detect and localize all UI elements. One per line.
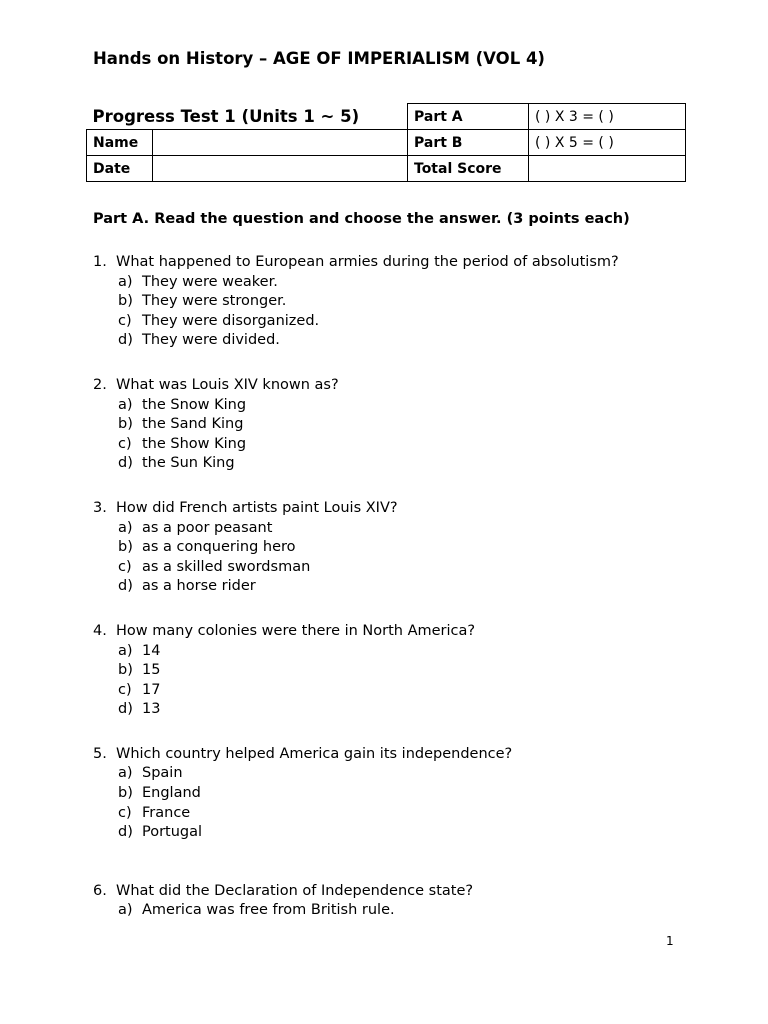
option-2c[interactable]	[93, 435, 713, 455]
date-label: Date	[87, 156, 153, 182]
question-text: What happened to European armies during the period of absolutism?	[116, 254, 619, 270]
option-text: They were weaker.	[142, 273, 278, 290]
option-letter: a)	[118, 642, 133, 659]
option-text: the Sand King	[142, 416, 244, 433]
option-letter: c)	[118, 435, 132, 452]
total-score-label: Total Score	[408, 156, 529, 182]
part-b-score-field[interactable]: ( ) X 5 = ( )	[529, 130, 686, 156]
option-letter: d)	[118, 455, 133, 472]
option-1c[interactable]	[93, 312, 713, 332]
option-letter: a)	[118, 273, 133, 290]
question-stem	[93, 499, 713, 519]
option-letter: a)	[118, 519, 133, 536]
option-letter: c)	[118, 312, 132, 329]
option-4c[interactable]	[93, 681, 713, 701]
option-letter: c)	[118, 804, 132, 821]
test-title: Progress Test 1 (Units 1 ~ 5)	[87, 104, 408, 130]
question-stem	[93, 376, 713, 396]
option-text: France	[142, 804, 191, 821]
option-text: 15	[142, 662, 161, 679]
option-text: 13	[142, 701, 161, 718]
option-text: England	[142, 785, 201, 802]
score-table	[86, 103, 686, 182]
option-letter: d)	[118, 332, 133, 349]
option-1b[interactable]	[93, 292, 713, 312]
part-a-heading: Part A. Read the question and choose the answer. (3 points each)	[93, 211, 630, 227]
question-number: 6.	[93, 882, 107, 899]
question-4	[93, 622, 713, 720]
option-letter: d)	[118, 824, 133, 841]
question-text: What did the Declaration of Independence state?	[116, 882, 474, 899]
option-letter: c)	[118, 558, 132, 575]
option-letter: a)	[118, 765, 133, 782]
option-1a[interactable]	[93, 273, 713, 293]
question-list	[93, 253, 713, 946]
question-stem	[93, 745, 713, 765]
part-a-score-field[interactable]: ( ) X 3 = ( )	[529, 104, 686, 130]
option-3c[interactable]	[93, 558, 713, 578]
option-5b[interactable]	[93, 784, 713, 804]
option-letter: b)	[118, 293, 133, 310]
option-text: They were divided.	[142, 332, 280, 349]
question-5	[93, 745, 713, 843]
option-3a[interactable]	[93, 519, 713, 539]
option-letter: b)	[118, 539, 133, 556]
name-field[interactable]	[153, 130, 408, 156]
option-3b[interactable]	[93, 538, 713, 558]
question-text: How did French artists paint Louis XIV?	[116, 499, 398, 516]
option-text: the Snow King	[142, 396, 247, 413]
option-letter: d)	[118, 578, 133, 595]
option-2a[interactable]	[93, 396, 713, 416]
part-a-label: Part A	[408, 104, 529, 130]
option-text: They were disorganized.	[142, 312, 320, 329]
question-2	[93, 376, 713, 474]
option-5d[interactable]	[93, 823, 713, 843]
question-number: 1.	[93, 254, 107, 270]
option-text: 17	[142, 681, 161, 698]
option-letter: b)	[118, 662, 133, 679]
total-score-field[interactable]	[529, 156, 686, 182]
question-text: What was Louis XIV known as?	[116, 376, 339, 393]
question-stem	[93, 253, 713, 273]
question-text: Which country helped America gain its independence?	[116, 745, 513, 762]
option-1d[interactable]	[93, 331, 713, 351]
option-text: America was free from British rule.	[142, 902, 395, 919]
score-row-part-a	[87, 104, 686, 130]
option-letter: c)	[118, 681, 132, 698]
option-text: as a horse rider	[142, 578, 256, 595]
question-3	[93, 499, 713, 597]
option-letter: b)	[118, 416, 133, 433]
part-b-label: Part B	[408, 130, 529, 156]
option-text: Portugal	[142, 824, 203, 841]
score-row-date	[87, 156, 686, 182]
option-5c[interactable]	[93, 804, 713, 824]
option-4b[interactable]	[93, 661, 713, 681]
option-6a[interactable]	[93, 901, 713, 921]
option-letter: a)	[118, 902, 133, 919]
question-number: 5.	[93, 745, 107, 762]
score-row-name	[87, 130, 686, 156]
option-3d[interactable]	[93, 577, 713, 597]
page-number: 1	[666, 934, 674, 948]
question-number: 2.	[93, 376, 107, 393]
document-title: Hands on History – AGE OF IMPERIALISM (VOL 4)	[93, 49, 545, 68]
option-letter: a)	[118, 396, 133, 413]
question-number: 4.	[93, 622, 107, 639]
option-2d[interactable]	[93, 454, 713, 474]
question-text: How many colonies were there in North America?	[116, 622, 476, 639]
option-2b[interactable]	[93, 415, 713, 435]
option-letter: b)	[118, 785, 133, 802]
option-text: as a poor peasant	[142, 519, 273, 536]
question-number: 3.	[93, 499, 107, 516]
question-stem	[93, 622, 713, 642]
option-text: Spain	[142, 765, 183, 782]
option-5a[interactable]	[93, 764, 713, 784]
option-text: the Show King	[142, 435, 247, 452]
option-4a[interactable]	[93, 642, 713, 662]
option-4d[interactable]	[93, 700, 713, 720]
question-1	[93, 253, 713, 351]
question-6	[93, 882, 713, 921]
option-text: They were stronger.	[142, 293, 287, 310]
name-label: Name	[87, 130, 153, 156]
option-text: 14	[142, 642, 161, 659]
option-text: as a conquering hero	[142, 539, 296, 556]
option-text: the Sun King	[142, 455, 235, 472]
question-stem	[93, 882, 713, 902]
option-letter: d)	[118, 701, 133, 718]
option-text: as a skilled swordsman	[142, 558, 311, 575]
date-field[interactable]	[153, 156, 408, 182]
